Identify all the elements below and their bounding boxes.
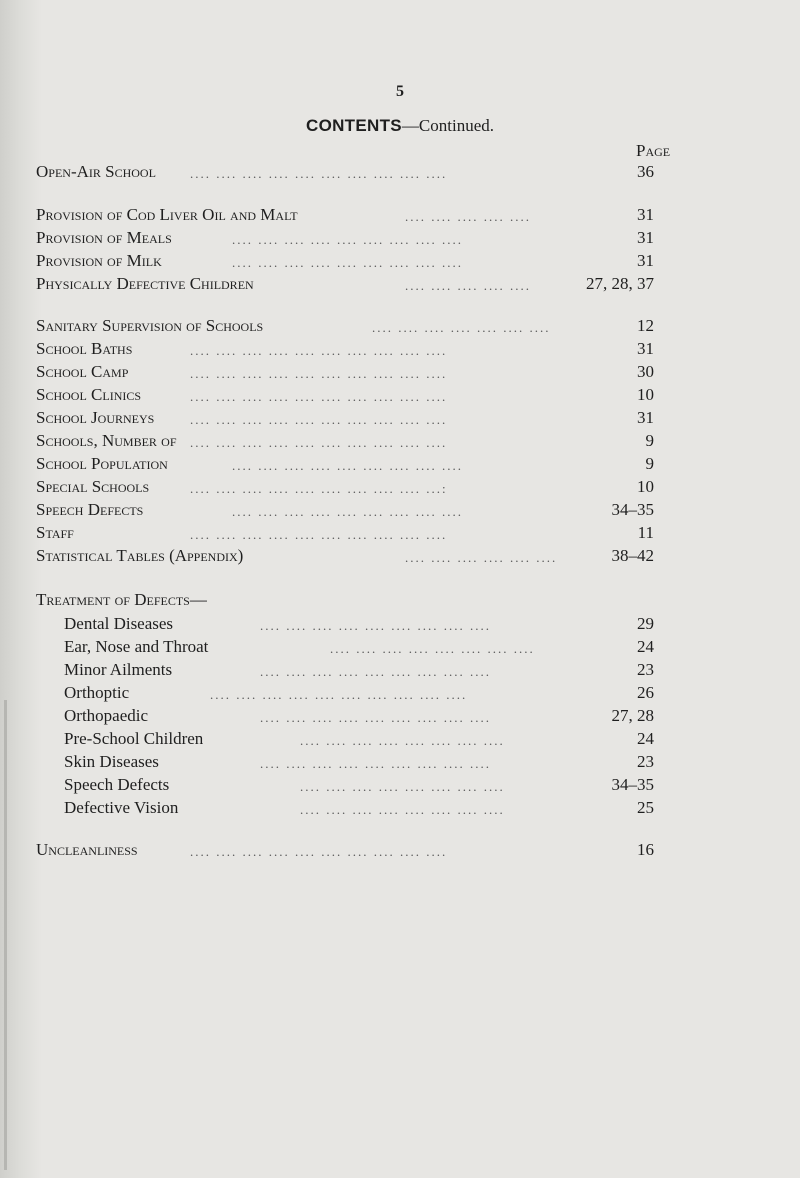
entry-pages: 31 [637, 205, 654, 224]
contents-entry [0, 251, 800, 273]
entry-label: Physically Defective Children [36, 274, 254, 293]
entry-pages: 38–42 [611, 546, 654, 565]
dot-leader: .... .... .... .... .... .... .... .... .... .... [190, 366, 448, 381]
page-number: 5 [396, 83, 404, 100]
entry-label: Staff [36, 523, 74, 542]
entry-pages: 24 [637, 637, 654, 656]
dot-leader: .... .... .... .... .... .... .... .... .... .... [190, 844, 448, 859]
entry-pages: 31 [637, 228, 654, 247]
entry-label: Provision of Cod Liver Oil and Malt [36, 205, 298, 224]
entry-label: School Journeys [36, 408, 155, 427]
contents-subentry [0, 798, 800, 820]
contents-entry [0, 362, 800, 384]
page-column-label: Page [636, 141, 671, 160]
entry-label: Orthoptic [64, 683, 130, 702]
contents-entry [0, 274, 800, 296]
contents-heading-main: CONTENTS [306, 116, 402, 135]
dot-leader: .... .... .... .... .... .... .... .... .... .... [190, 343, 448, 358]
entry-label: Speech Defects [64, 775, 170, 794]
contents-entry [0, 205, 800, 227]
entry-pages: 10 [637, 477, 654, 496]
entry-label: Ear, Nose and Throat [64, 637, 209, 656]
contents-heading [0, 116, 800, 136]
dot-leader: .... .... .... .... .... .... .... .... .... .... [190, 166, 448, 181]
entry-label: Statistical Tables (Appendix) [36, 546, 244, 565]
contents-entry [0, 408, 800, 430]
entry-pages: 23 [637, 752, 654, 771]
dot-leader: .... .... .... .... .... [405, 278, 531, 293]
entry-pages: 12 [637, 316, 654, 335]
entry-pages: 23 [637, 660, 654, 679]
entry-label: Open-Air School [36, 162, 156, 181]
contents-entry [0, 454, 800, 476]
contents-entry [0, 523, 800, 545]
entry-label: School Clinics [36, 385, 142, 404]
dot-leader: .... .... .... .... .... .... .... .... .... [232, 255, 463, 270]
dot-leader: .... .... .... .... .... .... .... .... .... .... [210, 687, 468, 702]
entry-label: School Population [36, 454, 168, 473]
contents-entry [0, 339, 800, 361]
entry-label: Uncleanliness [36, 840, 138, 859]
entry-pages: 27, 28 [611, 706, 654, 725]
contents-subentry [0, 683, 800, 705]
entry-pages: 31 [637, 339, 654, 358]
entry-pages: 11 [637, 523, 654, 542]
entry-pages: 26 [637, 683, 654, 702]
dot-leader: .... .... .... .... .... [405, 209, 531, 224]
contents-entry [0, 162, 800, 184]
entry-label: Speech Defects [36, 500, 144, 519]
dot-leader: .... .... .... .... .... .... .... .... .... [260, 618, 491, 633]
contents-subentry [0, 706, 800, 728]
entry-label: Dental Diseases [64, 614, 174, 633]
section-heading [0, 590, 800, 612]
contents-entry [0, 840, 800, 862]
entry-pages: 34–35 [611, 500, 654, 519]
contents-entry [0, 431, 800, 453]
entry-pages: 36 [637, 162, 654, 181]
contents-heading-continued: —Continued. [401, 116, 494, 135]
entry-label: School Baths [36, 339, 133, 358]
dot-leader: .... .... .... .... .... .... .... .... .... [232, 504, 463, 519]
entry-label: Schools, Number of [36, 431, 177, 450]
entry-label: Special Schools [36, 477, 150, 496]
contents-subentry [0, 637, 800, 659]
dot-leader: .... .... .... .... .... .... .... .... [330, 641, 535, 656]
dot-leader: .... .... .... .... .... .... .... .... .... ...: [190, 481, 448, 496]
dot-leader: .... .... .... .... .... .... [405, 550, 558, 565]
entry-pages: 34–35 [611, 775, 654, 794]
contents-subentry [0, 752, 800, 774]
contents-subentry [0, 729, 800, 751]
entry-pages: 9 [645, 454, 654, 473]
contents-entry [0, 477, 800, 499]
entry-pages: 30 [637, 362, 654, 381]
entry-label: Pre-School Children [64, 729, 204, 748]
contents-entry [0, 316, 800, 338]
entry-label: Provision of Milk [36, 251, 162, 270]
contents-entry [0, 228, 800, 250]
entry-label: Sanitary Supervision of Schools [36, 316, 264, 335]
dot-leader: .... .... .... .... .... .... .... .... .... [260, 756, 491, 771]
dot-leader: .... .... .... .... .... .... .... .... [300, 802, 505, 817]
entry-pages: 10 [637, 385, 654, 404]
contents-subentry [0, 775, 800, 797]
entry-label: Defective Vision [64, 798, 179, 817]
dot-leader: .... .... .... .... .... .... .... .... .... .... [190, 435, 448, 450]
entry-pages: 29 [637, 614, 654, 633]
entry-pages: 31 [637, 408, 654, 427]
entry-pages: 31 [637, 251, 654, 270]
entry-pages: 27, 28, 37 [586, 274, 654, 293]
entry-label: Orthopaedic [64, 706, 149, 725]
dot-leader: .... .... .... .... .... .... .... .... .... .... [190, 412, 448, 427]
dot-leader: .... .... .... .... .... .... .... .... .... .... [190, 389, 448, 404]
section-heading-label: Treatment of Defects— [36, 590, 207, 609]
contents-entry [0, 546, 800, 568]
contents-subentry [0, 660, 800, 682]
entry-pages: 25 [637, 798, 654, 817]
dot-leader: .... .... .... .... .... .... .... [372, 320, 551, 335]
entry-label: Provision of Meals [36, 228, 172, 247]
entry-label: Minor Ailments [64, 660, 173, 679]
dot-leader: .... .... .... .... .... .... .... .... .... [232, 458, 463, 473]
dot-leader: .... .... .... .... .... .... .... .... .... [260, 710, 491, 725]
entry-pages: 24 [637, 729, 654, 748]
dot-leader: .... .... .... .... .... .... .... .... .... .... [190, 527, 448, 542]
dot-leader: .... .... .... .... .... .... .... .... [300, 779, 505, 794]
contents-entry [0, 385, 800, 407]
dot-leader: .... .... .... .... .... .... .... .... .... [260, 664, 491, 679]
dot-leader: .... .... .... .... .... .... .... .... [300, 733, 505, 748]
dot-leader: .... .... .... .... .... .... .... .... .... [232, 232, 463, 247]
entry-pages: 16 [637, 840, 654, 859]
contents-entry [0, 500, 800, 522]
entry-label: Skin Diseases [64, 752, 159, 771]
entry-label: School Camp [36, 362, 129, 381]
contents-subentry [0, 614, 800, 636]
entry-pages: 9 [645, 431, 654, 450]
